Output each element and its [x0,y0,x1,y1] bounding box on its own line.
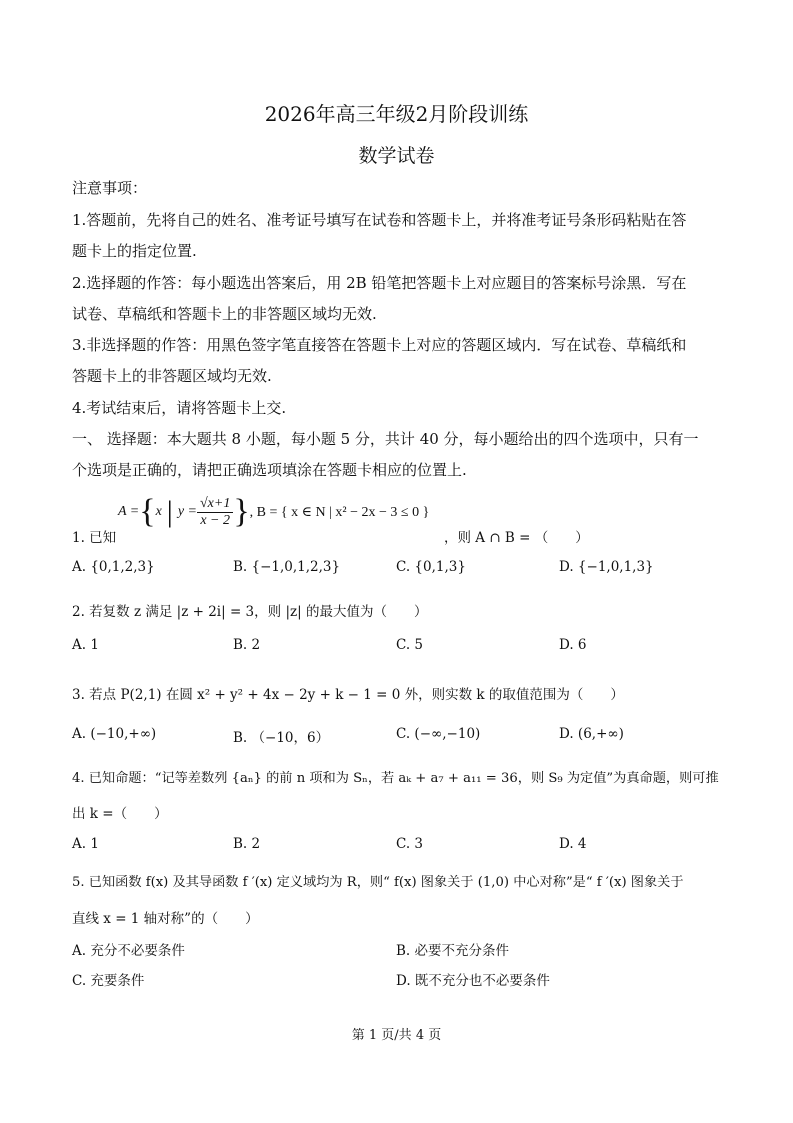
q1-set-a-var: x [155,504,162,519]
q1-fraction-den: x − 2 [200,512,230,528]
exam-title: 2026年高三年级2月阶段训练 [264,102,529,126]
q2-stem: 2. 若复数 z 满足 |z + 2i| = 3，则 |z| 的最大值为（ ） [72,604,428,620]
q3-option-c: C. (−∞,−10) [396,726,481,742]
page-footer: 第 1 页/共 4 页 [351,1028,442,1043]
q1-brace-open: { [139,493,156,530]
q4-option-c: C. 3 [396,836,424,852]
q1-set-b: , B = { x ∈ N | x² − 2x − 3 ≤ 0 } [249,504,430,520]
notice-item-3-line-2: 答题卡上的非答题区域均无效. [72,367,272,385]
q2-option-c: C. 5 [396,637,424,653]
q1-prefix: 1. 已知 [72,530,117,546]
notice-item-2-line-1: 2.选择题的作答：每小题选出答案后，用 2B 铅笔把答题卡上对应题目的答案标号涂黑．写在 [72,274,687,292]
q2-option-b: B. 2 [233,637,261,653]
q1-set-a-lhs: A = [118,504,140,519]
q4-option-d: D. 4 [559,836,587,852]
q1-option-a: A. {0,1,2,3} [72,559,155,575]
q1-fraction-num: √x+1 [197,496,233,513]
q1-set-a-cond: y = [177,504,197,519]
q1-fraction [197,496,233,529]
q5-line-1: 5. 已知函数 f(x) 及其导函数 f ′(x) 定义域均为 R，则“ f(x) 图象关于 (1,0) 中心对称”是“ f ′(x) 图象关于 [72,875,684,890]
notice-item-1-line-2: 题卡上的指定位置. [72,242,197,260]
exam-subtitle: 数学试卷 [358,145,435,167]
q1-brace-close: } [233,493,250,530]
notice-heading: 注意事项： [72,179,148,197]
q5-option-a: A. 充分不必要条件 [72,943,185,959]
q1-suffix: ，则 A ∩ B = （ ） [444,530,589,546]
section-1-line-1: 一、 选择题：本大题共 8 小题，每小题 5 分，共计 40 分，每小题给出的四个选项中，只有一 [72,430,699,448]
q4-option-b: B. 2 [233,836,261,852]
q5-option-c: C. 充要条件 [72,973,145,989]
q1-option-d: D. {−1,0,1,3} [559,559,654,575]
q1-bar: | [166,495,173,528]
q4-line-2: 出 k =（ ） [72,806,168,822]
q1-option-c: C. {0,1,3} [396,559,466,575]
q1-set-expression [118,489,429,535]
notice-item-2-line-2: 试卷、草稿纸和答题卡上的非答题区域均无效. [72,305,377,323]
q3-option-b: B. （−10，6） [233,730,330,746]
q3-stem: 3. 若点 P(2,1) 在圆 x² + y² + 4x − 2y + k − 1 = 0 外，则实数 k 的取值范围为（ ） [72,687,624,703]
notice-item-1-line-1: 1.答题前，先将自己的姓名、准考证号填写在试卷和答题卡上，并将准考证号条形码粘贴在答 [72,211,687,229]
q3-option-d: D. (6,+∞) [559,726,624,742]
q4-option-a: A. 1 [72,836,99,852]
q5-option-d: D. 既不充分也不必要条件 [396,973,550,989]
section-1-line-2: 个选项是正确的，请把正确选项填涂在答题卡相应的位置上. [72,461,467,479]
q2-option-d: D. 6 [559,637,587,653]
q5-option-b: B. 必要不充分条件 [396,943,510,959]
q1-option-b: B. {−1,0,1,2,3} [233,559,341,575]
q2-option-a: A. 1 [72,637,99,653]
notice-item-4: 4.考试结束后，请将答题卡上交. [72,399,287,417]
notice-item-3-line-1: 3.非选择题的作答：用黑色签字笔直接答在答题卡上对应的答题区域内．写在试卷、草稿纸和 [72,336,687,354]
q4-line-1: 4. 已知命题：“记等差数列 {aₙ} 的前 n 项和为 Sₙ，若 aₖ + a₇ + a₁₁ = 36，则 S₉ 为定值”为真命题，则可推 [72,771,719,786]
q3-option-a: A. (−10,+∞) [72,726,157,742]
q5-line-2: 直线 x = 1 轴对称”的（ ） [72,911,259,927]
